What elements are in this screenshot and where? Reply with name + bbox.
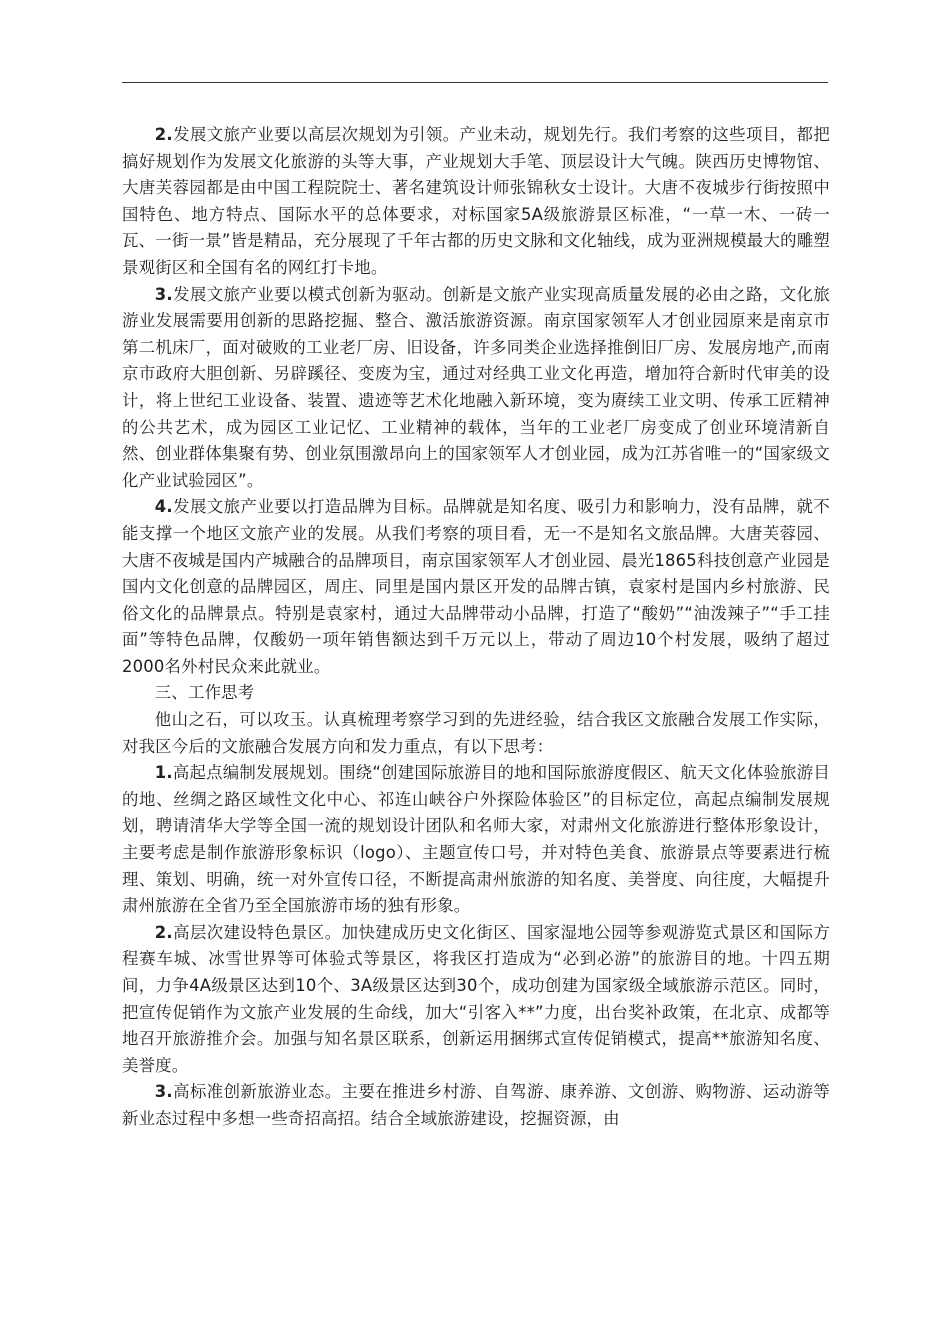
paragraph-scenic	[122, 920, 830, 1080]
item-number: 1.	[154, 763, 173, 783]
section-heading	[122, 680, 830, 707]
header-rule	[122, 82, 828, 83]
paragraph-business	[122, 1079, 830, 1132]
paragraph-text: 高标准创新旅游业态。主要在推进乡村游、自驾游、康养游、文创游、购物游、运动游等新业态过程中多想一些奇招高招。结合全域旅游建设，挖掘资源，由	[122, 1082, 830, 1128]
paragraph-plan	[122, 122, 830, 282]
paragraph-innovation	[122, 282, 830, 495]
item-number: 3.	[154, 1082, 173, 1102]
paragraph-text: 发展文旅产业要以打造品牌为目标。品牌就是知名度、吸引力和影响力，没有品牌，就不能支撑一个地区文旅产业的发展。从我们考察的项目看，无一不是知名文旅品牌。大唐芙蓉园、大唐不夜城是国内产城融合的品牌项目，南京国家领军人才创业园、晨光1865科技创意产业园是国内文化创意的品牌园区，周庄、同里是国内景区开发的品牌古镇，袁家村是国内乡村旅游、民俗文化的品牌景点。特别是袁家村，通过大品牌带动小品牌，打造了“酸奶”“油泼辣子”“手工挂面”等特色品牌，仅酸奶一项年销售额达到千万元以上，带动了周边10个村发展，吸纳了超过2000名外村民众来此就业。	[122, 497, 830, 676]
paragraph-text: 发展文旅产业要以模式创新为驱动。创新是文旅产业实现高质量发展的必由之路，文化旅游业发展需要用创新的思路挖掘、整合、激活旅游资源。南京国家领军人才创业园原来是南京市第二机床厂，面对破败的工业老厂房、旧设备，许多同类企业选择推倒旧厂房、发展房地产,而南京市政府大胆创新、另辟蹊径、变废为宝，通过对经典工业文化再造，增加符合新时代审美的设计，将上世纪工业设备、装置、遗迹等艺术化地融入新环境，变为赓续工业文明、传承工匠精神的公共艺术，成为园区工业记忆、工业精神的载体，当年的工业老厂房变成了创业环境清新自然、创业群体集聚有势、创业氛围激昂向上的国家领军人才创业园，成为江苏省唯一的“国家级文化产业试验园区”。	[122, 284, 830, 490]
paragraph-text: 高层次建设特色景区。加快建成历史文化街区、国家湿地公园等参观游览式景区和国际方程赛车城、冰雪世界等可体验式等景区，将我区打造成为“必到必游”的旅游目的地。十四五期间，力争4A级景区达到10个、3A级景区达到30个，成功创建为国家级全域旅游示范区。同时，把宣传促销作为文旅产业发展的生命线，加大“引客入**”力度，出台奖补政策，在北京、成都等地召开旅游推介会。加强与知名景区联系，创新运用捆绑式宣传促销模式，提高**旅游知名度、美誉度。	[122, 922, 830, 1075]
item-number: 3.	[154, 284, 173, 304]
item-number: 2.	[154, 922, 173, 942]
document-body	[122, 122, 830, 1133]
heading-text: 三、工作思考	[154, 683, 255, 703]
item-number: 4.	[154, 497, 173, 517]
paragraph-text: 发展文旅产业要以高层次规划为引领。产业未动，规划先行。我们考察的这些项目，都把搞好规划作为发展文化旅游的头等大事，产业规划大手笔、顶层设计大气魄。陕西历史博物馆、大唐芙蓉园都是由中国工程院院士、著名建筑设计师张锦秋女士设计。大唐不夜城步行街按照中国特色、地方特点、国际水平的总体要求，对标国家5A级旅游景区标准，“一草一木、一砖一瓦、一街一景”皆是精品，充分展现了千年古都的历史文脉和文化轴线，成为亚洲规模最大的雕塑景观街区和全国有名的网红打卡地。	[122, 125, 830, 277]
item-number: 2.	[154, 125, 173, 144]
paragraph-planning	[122, 760, 830, 920]
paragraph-brand	[122, 494, 830, 680]
paragraph-text: 他山之石，可以攻玉。认真梳理考察学习到的先进经验，结合我区文旅融合发展工作实际，对我区今后的文旅融合发展方向和发力重点，有以下思考：	[122, 710, 830, 756]
paragraph-text: 高起点编制发展规划。围绕“创建国际旅游目的地和国际旅游度假区、航天文化体验旅游目的地、丝绸之路区域性文化中心、祁连山峡谷户外探险体验区”的目标定位，高起点编制发展规划，聘请清华大学等全国一流的规划设计团队和名师大家，对肃州文化旅游进行整体形象设计，主要考虑是制作旅游形象标识（logo）、主题宣传口号，并对特色美食、旅游景点等要素进行梳理、策划、明确，统一对外宣传口径，不断提高肃州旅游的知名度、美誉度、向往度，大幅提升肃州旅游在全省乃至全国旅游市场的独有形象。	[122, 763, 830, 916]
paragraph-intro	[122, 707, 830, 760]
